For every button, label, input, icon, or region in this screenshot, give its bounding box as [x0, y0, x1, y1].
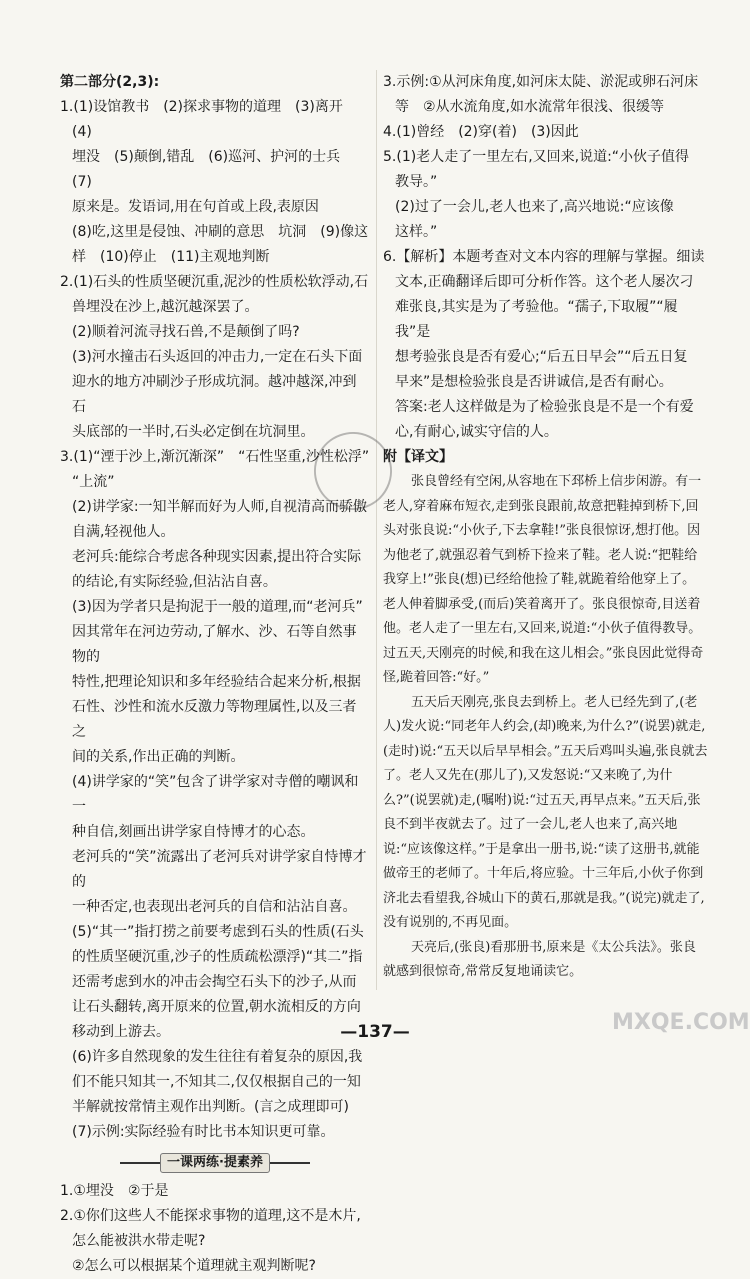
q3-line: 们不能只知其一,不知其二,仅仅根据自己的一知 [72, 1074, 361, 1090]
q2-line: 2.(1)石头的性质坚硬沉重,泥沙的性质松软浮动,石 [60, 274, 369, 290]
q3-line: 自满,轻视他人。 [72, 524, 175, 540]
r-q3-line: 等 ②从水流角度,如水流常年很浅、很缓等 [395, 99, 664, 115]
q1-line: (8)吃,这里是侵蚀、冲刷的意思 坑洞 (9)像这 [72, 224, 369, 240]
q3-line: “上流” [72, 474, 115, 490]
r-q6-line: 早来”是想检验张良是否讲诚信,是否有耐心。 [395, 374, 673, 390]
q3-line: 3.(1)“湮于沙上,渐沉渐深” “石性坚重,沙性松浮” [60, 449, 370, 465]
q2-line: 迎水的地方冲刷沙子形成坑洞。越冲越深,冲到石 [72, 374, 357, 415]
q1-line: 1.(1)设馆教书 (2)探求事物的道理 (3)离开 (4) [60, 99, 357, 140]
banner-rule [120, 1162, 160, 1164]
q2-line: 头底部的一半时,石头必定倒在坑洞里。 [72, 424, 315, 440]
column-divider [376, 70, 377, 990]
pq2-line: ②怎么可以根据某个道理就主观判断呢? [72, 1258, 316, 1274]
translation-paragraph: 五天后天刚亮,张良去到桥上。老人已经先到了,(老人)发火说:“同老年人约会,(却)晚来,为什么?”(说罢)就走,(走时)说:“五天以后早早相会。”五天后鸡叫头遍,张良就去了。老人又先在(那儿了),又发怒说:“又来晚了,为什么?”(说罢就)走,(嘱咐)说:“过五天,再早点来。”五天后,张良不到半夜就去了。过了一会儿,老人也来了,高兴地说:“应该像这样。”于是拿出一册书,说:“读了这册书,就能做帝王的老师了。十年后,将应验。十三年后,小伙子你到济北去看望我,谷城山下的黄石,那就是我。”(说完)就走了,没有说别的,不再见面。 [383, 694, 708, 930]
q2-line: (3)河水撞击石头返回的冲击力,一定在石头下面 [72, 349, 363, 365]
q3-line: 的结论,有实际经验,但沾沾自喜。 [72, 574, 277, 590]
q3-line: (7)示例:实际经验有时比书本知识更可靠。 [72, 1124, 335, 1140]
banner-rule [270, 1162, 310, 1164]
q2-line: (2)顺着河流寻找石兽,不是颠倒了吗? [72, 324, 300, 340]
r-q5-line: 5.(1)老人走了一里左右,又回来,说道:“小伙子值得 [383, 149, 690, 165]
translation-paragraph: 张良曾经有空闲,从容地在下邳桥上信步闲游。有一老人,穿着麻布短衣,走到张良跟前,故意把鞋掉到桥下,回头对张良说:“小伙子,下去拿鞋!”张良很惊讶,想打他。因为他老了,就强忍着气到桥下捡来了鞋。老人说:“把鞋给我穿上!”张良(想)已经给他捡了鞋,就跪着给他穿上了。老人伸着脚承受,(而后)笑着离开了。张良很惊奇,目送着他。老人走了一里左右,又回来,说道:“小伙子值得教导。过五天,天刚亮的时候,和我在这儿相会。”张良因此觉得奇怪,跪着回答:“好。” [383, 474, 704, 685]
q3-line: (6)许多自然现象的发生往往有着复杂的原因,我 [72, 1049, 363, 1065]
q3-line: 移动到上游去。 [72, 1024, 170, 1040]
left-column [60, 70, 370, 1279]
r-q5-line: 这样。” [395, 224, 438, 240]
q3-line: 的性质坚硬沉重,沙子的性质疏松漂浮)“其二”指 [72, 949, 363, 965]
r-q6-line: 想考验张良是否有爱心;“后五日早会”“后五日复 [395, 349, 688, 365]
r-q4: 4.(1)曾经 (2)穿(着) (3)因此 [383, 124, 579, 140]
q1-line: 埋没 (5)颠倒,错乱 (6)巡河、护河的士兵 (7) [72, 149, 355, 190]
q3-line: 半解就按常情主观作出判断。(言之成理即可) [72, 1099, 349, 1115]
page-number: —137— [340, 1022, 410, 1042]
q3-line: (5)“其一”指打捞之前要考虑到石头的性质(石头 [72, 924, 364, 940]
translation-title: 附【译文】 [383, 449, 453, 465]
r-q3-line: 3.示例:①从河床角度,如河床太陡、淤泥或卵石河床 [383, 74, 699, 90]
q3-line: 还需考虑到水的冲击会掏空石头下的沙子,从而 [72, 974, 357, 990]
r-q6-line: 难张良,其实是为了考验他。“孺子,下取履”“履我”是 [395, 299, 678, 340]
r-answer-line: 答案:老人这样做是为了检验张良是不是一个有爱 [395, 399, 694, 415]
q3-line: 石性、沙性和流水反激力等物理属性,以及三者之 [72, 699, 357, 740]
q3-line: 让石头翻转,离开原来的位置,朝水流相反的方向 [72, 999, 361, 1015]
answer-q1 [60, 95, 370, 270]
q1-line: 样 (10)停止 (11)主观地判断 [72, 249, 270, 265]
q3-line: (4)讲学家的“笑”包含了讲学家对寺僧的嘲讽和一 [72, 774, 359, 815]
banner-label: 一课两练·提素养 [160, 1153, 270, 1173]
right-column [383, 70, 708, 985]
r-q6-line: 6.【解析】本题考查对文本内容的理解与掌握。细读 [383, 249, 705, 265]
q3-line: 一种否定,也表现出老河兵的自信和沾沾自喜。 [72, 899, 357, 915]
r-q5-line: (2)过了一会儿,老人也来了,高兴地说:“应该像 [395, 199, 674, 215]
r-q6-line: 文本,正确翻译后即可分析作答。这个老人屡次刁 [395, 274, 694, 290]
q3-line: 老河兵:能综合考虑各种现实因素,提出符合实际 [72, 549, 362, 565]
answer-q2 [60, 270, 370, 445]
section-title: 第二部分(2,3): [60, 74, 160, 90]
q2-line: 兽埋没在沙上,越沉越深罢了。 [72, 299, 259, 315]
q3-line: 间的关系,作出正确的判断。 [72, 749, 245, 765]
q3-line: (3)因为学者只是拘泥于一般的道理,而“老河兵” [72, 599, 363, 615]
q3-line: 因其常年在河边劳动,了解水、沙、石等自然事物的 [72, 624, 357, 665]
practice-banner [60, 1153, 370, 1173]
r-q5-line: 教导。” [395, 174, 438, 190]
q3-line: (2)讲学家:一知半解而好为人师,自视清高而骄傲 [72, 499, 367, 515]
pq2-line: 2.①你们这些人不能探求事物的道理,这不是木片, [60, 1208, 361, 1224]
q3-line: 特性,把理论知识和多年经验结合起来分析,根据 [72, 674, 361, 690]
q1-line: 原来是。发语词,用在句首或上段,表原因 [72, 199, 319, 215]
r-answer-line: 心,有耐心,诚实守信的人。 [395, 424, 558, 440]
practice-q2 [60, 1204, 370, 1279]
q3-line: 种自信,刻画出讲学家自恃博才的心态。 [72, 824, 315, 840]
translation-body [383, 470, 708, 985]
translation-paragraph: 天亮后,(张良)看那册书,原来是《太公兵法》。张良就感到很惊奇,常常反复地诵读它。 [383, 939, 696, 979]
pq2-line: 怎么能被洪水带走呢? [72, 1233, 206, 1249]
q3-line: 老河兵的“笑”流露出了老河兵对讲学家自恃博才的 [72, 849, 367, 890]
practice-q1: 1.①埋没 ②于是 [60, 1183, 169, 1199]
watermark: MXQE.COM [612, 1010, 750, 1035]
